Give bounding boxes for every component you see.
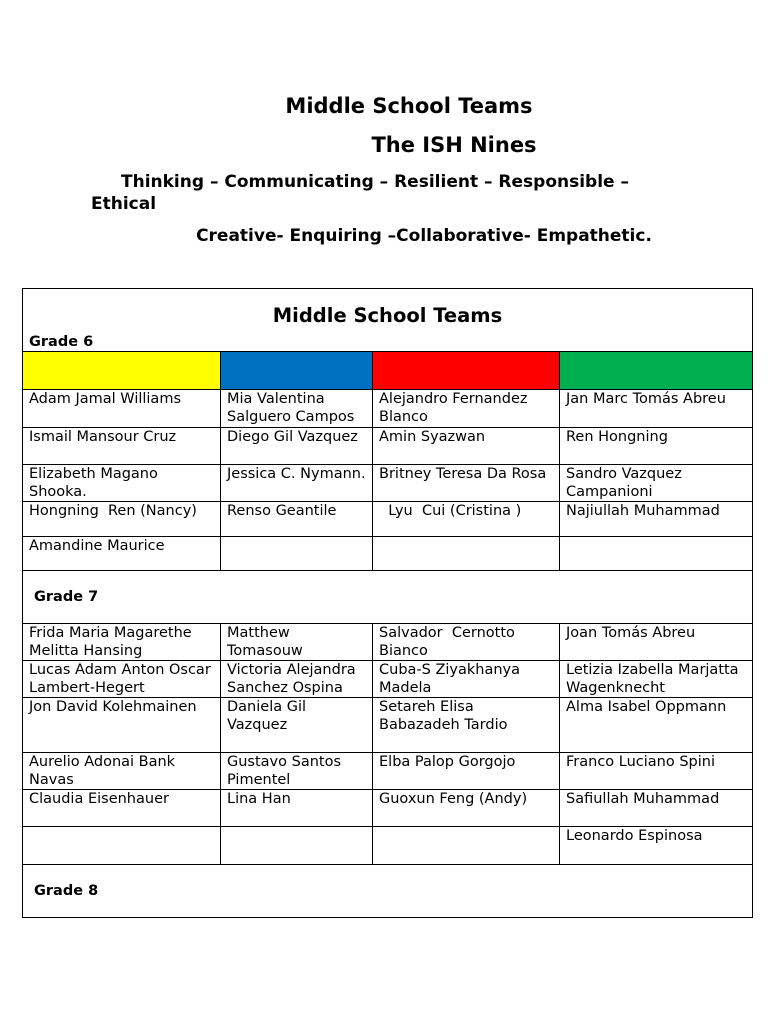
grade-8-label: Grade 8 xyxy=(23,865,753,918)
table-row xyxy=(23,428,753,465)
table-cell: Hongning Ren (Nancy) xyxy=(23,502,221,537)
table-row xyxy=(23,624,753,661)
values-line-2: Creative- Enquiring –Collaborative- Empathetic. xyxy=(196,226,652,246)
table-cell: Alma Isabel Oppmann xyxy=(560,698,753,753)
table-cell xyxy=(373,827,560,865)
table-cell: Lyu Cui (Cristina ) xyxy=(373,502,560,537)
table-cell: Victoria Alejandra Sanchez Ospina xyxy=(221,661,373,698)
table-cell: Daniela Gil Vazquez xyxy=(221,698,373,753)
page-title: Middle School Teams xyxy=(285,94,533,118)
table-cell: Jon David Kolehmainen xyxy=(23,698,221,753)
table-cell: Setareh Elisa Babazadeh Tardio xyxy=(373,698,560,753)
page-subtitle: The ISH Nines xyxy=(371,133,537,157)
table-row xyxy=(23,537,753,571)
team-color-green xyxy=(560,352,753,390)
table-cell: Elizabeth Magano Shooka. xyxy=(23,465,221,502)
table-cell: Ren Hongning xyxy=(560,428,753,465)
table-cell: Jan Marc Tomás Abreu xyxy=(560,390,753,428)
table-cell: Ismail Mansour Cruz xyxy=(23,428,221,465)
table-cell: Safiullah Muhammad xyxy=(560,790,753,827)
team-color-blue xyxy=(221,352,373,390)
table-cell: Gustavo Santos Pimentel xyxy=(221,753,373,790)
table-cell: Joan Tomás Abreu xyxy=(560,624,753,661)
table-cell: Adam Jamal Williams xyxy=(23,390,221,428)
table-row xyxy=(23,790,753,827)
table-row xyxy=(23,827,753,865)
table-cell: Frida Maria Magarethe Melitta Hansing xyxy=(23,624,221,661)
grade-6-label: Grade 6 xyxy=(29,334,94,350)
table-cell: Amandine Maurice xyxy=(23,537,221,571)
table-cell xyxy=(373,537,560,571)
table-cell: Sandro Vazquez Campanioni xyxy=(560,465,753,502)
table-cell: Amin Syazwan xyxy=(373,428,560,465)
teams-table xyxy=(22,288,753,918)
table-cell: Diego Gil Vazquez xyxy=(221,428,373,465)
table-title: Middle School Teams xyxy=(272,304,503,327)
table-cell: Lucas Adam Anton Oscar Lambert-Hegert xyxy=(23,661,221,698)
table-cell xyxy=(23,827,221,865)
values-line-1: Thinking – Communicating – Resilient – Responsible – Ethical xyxy=(91,172,629,214)
table-cell: Salvador Cernotto Bianco xyxy=(373,624,560,661)
table-cell: Guoxun Feng (Andy) xyxy=(373,790,560,827)
table-row xyxy=(23,753,753,790)
team-color-red xyxy=(373,352,560,390)
table-row xyxy=(23,698,753,753)
table-row xyxy=(23,502,753,537)
table-cell: Mia Valentina Salguero Campos xyxy=(221,390,373,428)
table-row xyxy=(23,390,753,428)
team-color-yellow xyxy=(23,352,221,390)
table-cell: Lina Han xyxy=(221,790,373,827)
table-cell: Aurelio Adonai Bank Navas xyxy=(23,753,221,790)
team-color-row xyxy=(23,352,753,390)
table-row xyxy=(23,661,753,698)
table-cell xyxy=(221,537,373,571)
table-cell xyxy=(560,537,753,571)
table-cell: Alejandro Fernandez Blanco xyxy=(373,390,560,428)
table-cell: Cuba-S Ziyakhanya Madela xyxy=(373,661,560,698)
table-cell xyxy=(221,827,373,865)
table-cell: Elba Palop Gorgojo xyxy=(373,753,560,790)
table-header xyxy=(23,289,753,352)
table-cell: Britney Teresa Da Rosa xyxy=(373,465,560,502)
table-cell: Claudia Eisenhauer xyxy=(23,790,221,827)
table-cell: Leonardo Espinosa xyxy=(560,827,753,865)
grade-7-label: Grade 7 xyxy=(23,571,753,624)
table-cell: Najiullah Muhammad xyxy=(560,502,753,537)
table-cell: Matthew Tomasouw xyxy=(221,624,373,661)
table-cell: Letizia Izabella Marjatta Wagenknecht xyxy=(560,661,753,698)
table-cell: Franco Luciano Spini xyxy=(560,753,753,790)
table-cell: Renso Geantile xyxy=(221,502,373,537)
table-row xyxy=(23,465,753,502)
table-cell: Jessica C. Nymann. xyxy=(221,465,373,502)
